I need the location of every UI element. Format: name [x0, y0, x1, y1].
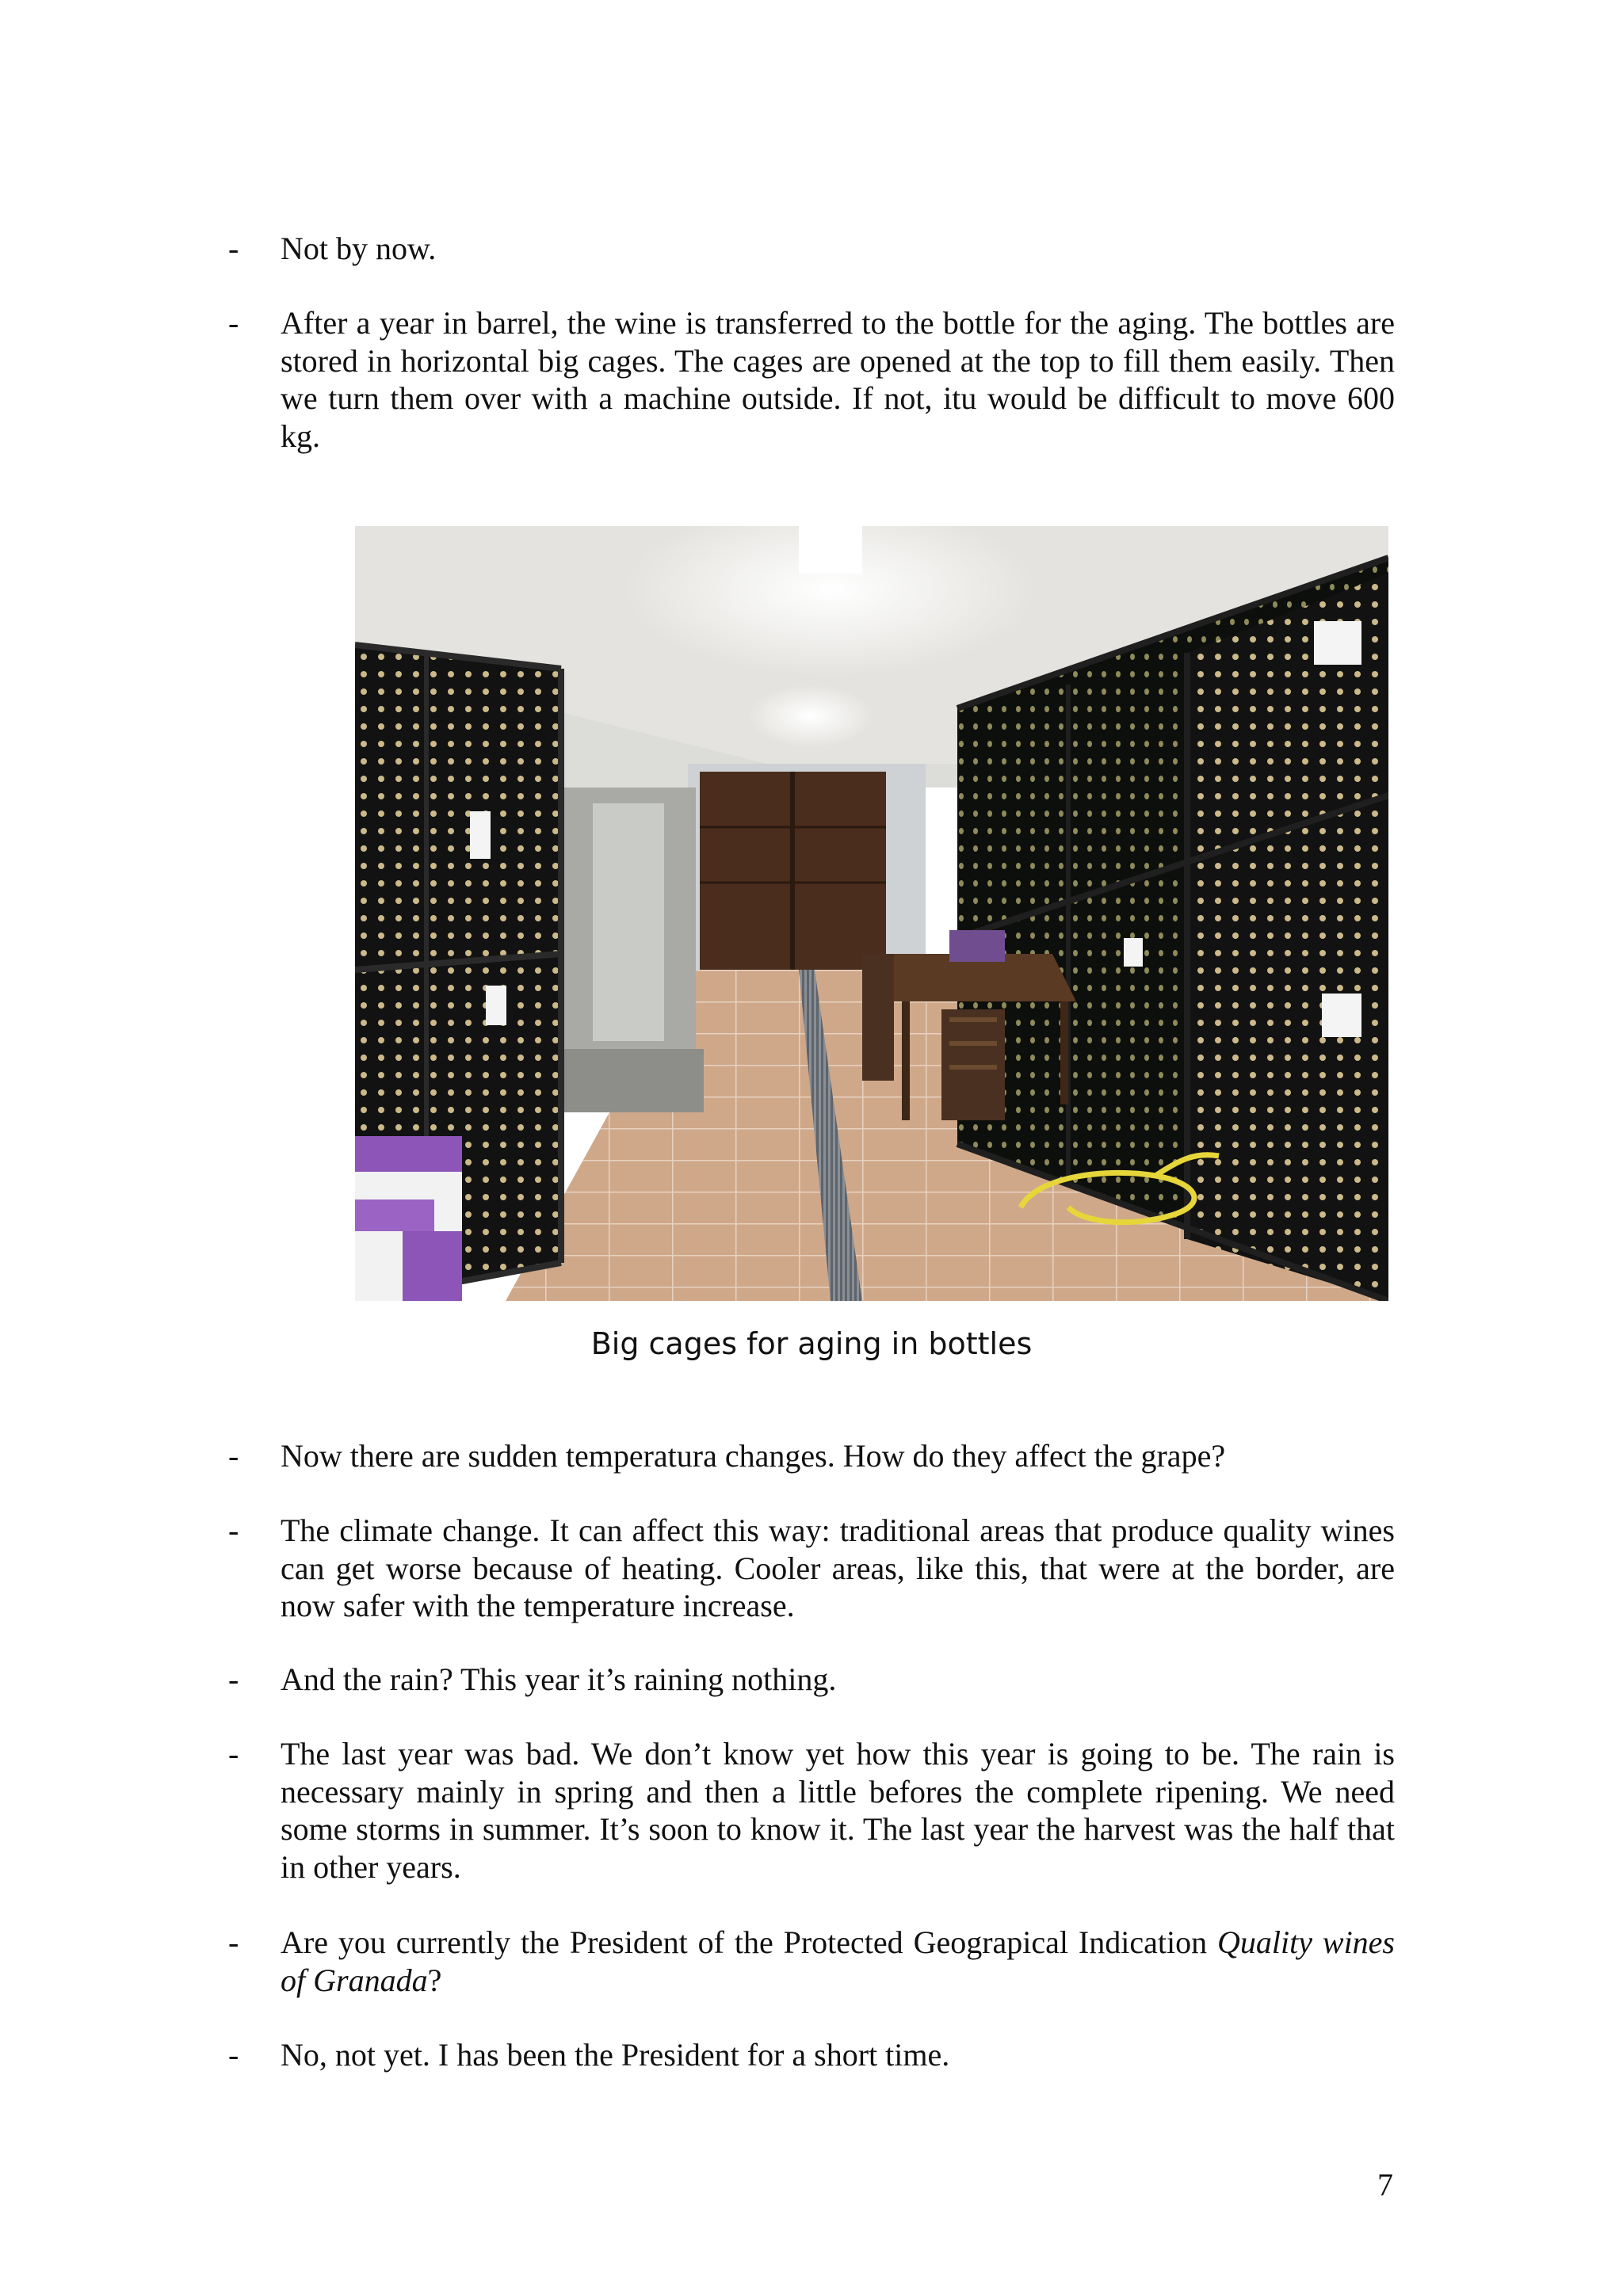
dialogue-text: After a year in barrel, the wine is transferred to the bottle for the aging. The bottles are stored in horizontal big cages. The cages are opened at the top to fill them easily. Then we turn them over with a machine outside. If not, itu would be difficult to move 600 kg.	[281, 305, 1395, 454]
dialogue-text: No, not yet. I has been the President for a short time.	[281, 2037, 950, 2073]
list-dash: -	[228, 231, 239, 266]
dialogue-item	[228, 1735, 1395, 1887]
list-dash: -	[228, 2037, 239, 2073]
dialogue-text	[281, 1924, 1395, 1999]
dialogue-item	[228, 2036, 1395, 2074]
wine-cellar-photo	[355, 526, 1388, 1301]
dialogue-text-after: ?	[427, 1962, 442, 1998]
dialogue-item	[228, 1437, 1395, 1475]
dialogue-text: The last year was bad. We don’t know yet how this year is going to be. The rain is necessary mainly in spring and then a little befores the complete ripening. We need some storms in summer. It’s soon to know it. The last year the harvest was the half that in other years.	[281, 1736, 1395, 1885]
page-number: 7	[1377, 2167, 1393, 2203]
list-dash: -	[228, 1736, 239, 1772]
figure-caption: Big cages for aging in bottles	[590, 1326, 1033, 1361]
dialogue-item	[228, 1512, 1395, 1626]
dialogue-text: The climate change. It can affect this way: traditional areas that produce quality wines can get worse because of heating. Cooler areas, like this, that were at the border, are now safer with the temperature increase.	[281, 1512, 1395, 1623]
dialogue-item	[228, 1661, 1395, 1699]
dialogue-text: And the rain? This year it’s raining nothing.	[281, 1661, 837, 1697]
list-dash: -	[228, 1438, 239, 1474]
list-dash: -	[228, 1924, 239, 1960]
dialogue-item	[228, 304, 1395, 456]
dialogue-item	[228, 1924, 1395, 2000]
dialogue-text-italic: Quality wines of Granada	[281, 1924, 1395, 1998]
dialogue-item	[228, 230, 1395, 268]
dialogue-text-before: Are you currently the President of the Protected Geograpical Indication	[281, 1924, 1217, 1960]
list-dash: -	[228, 1661, 239, 1697]
list-dash: -	[228, 305, 239, 341]
dialogue-text: Now there are sudden temperatura changes. How do they affect the grape?	[281, 1438, 1226, 1474]
list-dash: -	[228, 1512, 239, 1548]
dialogue-text: Not by now.	[281, 231, 437, 266]
